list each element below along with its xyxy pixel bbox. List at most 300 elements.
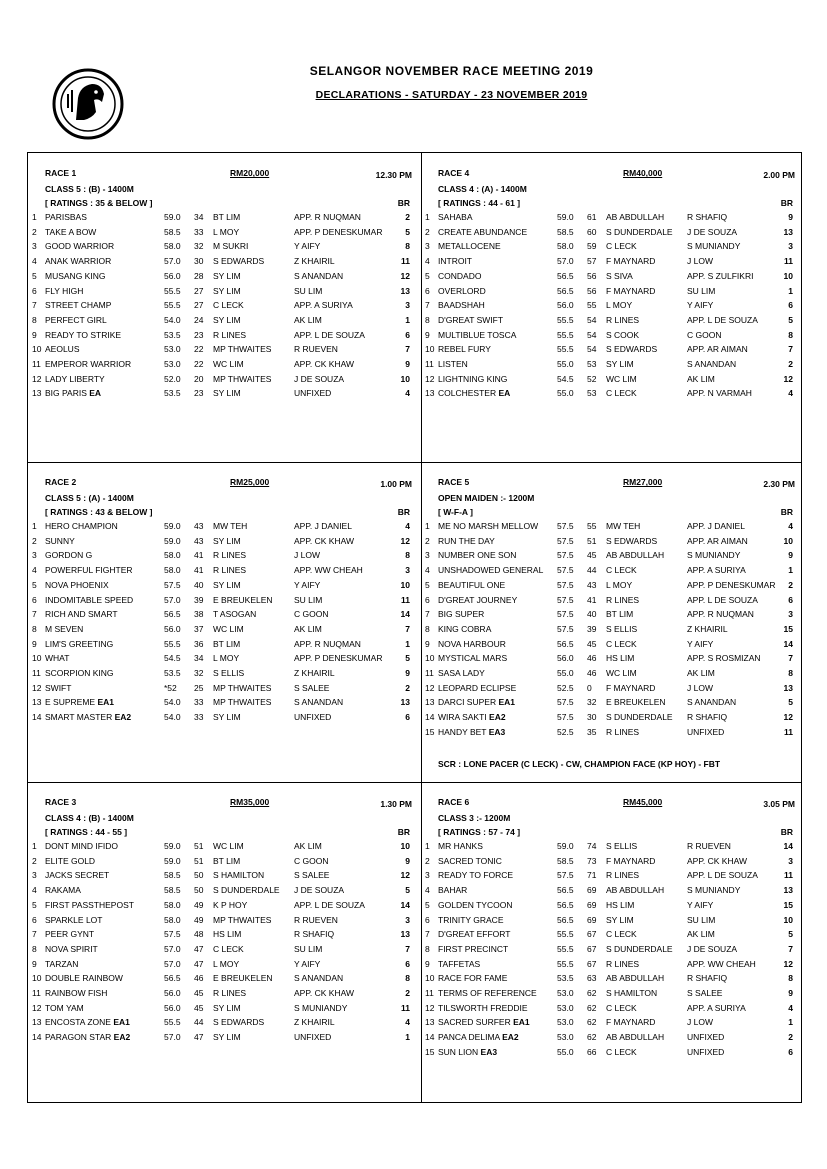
horse-name: RAKAMA bbox=[45, 885, 81, 896]
horse-name: ANAK WARRIOR bbox=[45, 256, 112, 267]
runner-row bbox=[28, 227, 410, 242]
runner-number: 3 bbox=[32, 241, 37, 252]
rating: 47 bbox=[194, 958, 204, 969]
weight: 55.5 bbox=[557, 314, 574, 325]
jockey: R LINES bbox=[606, 958, 640, 969]
barrier: 13 bbox=[400, 697, 410, 708]
runner-row bbox=[28, 359, 410, 374]
runner-row bbox=[421, 624, 793, 639]
barrier: 2 bbox=[405, 212, 410, 222]
race-ratings: [ RATINGS : 44 - 55 ] bbox=[45, 827, 128, 837]
horse-name: TERMS OF REFERENCE bbox=[438, 988, 537, 998]
weight: 57.0 bbox=[164, 594, 181, 605]
trainer: AK LIM bbox=[687, 373, 715, 384]
rating: 36 bbox=[194, 638, 204, 649]
runner-number: 9 bbox=[32, 958, 37, 969]
runner-row bbox=[28, 1017, 410, 1032]
emergency-tag: EA2 bbox=[113, 1032, 131, 1043]
runner-number: 2 bbox=[425, 226, 430, 237]
runner-number: 11 bbox=[32, 359, 41, 369]
trainer: Z KHAIRIL bbox=[294, 256, 335, 267]
trainer: J DE SOUZA bbox=[687, 943, 738, 954]
horse-name: PANCA DELIMA EA2 bbox=[438, 1032, 519, 1043]
runner-row bbox=[421, 1017, 793, 1032]
barrier: 2 bbox=[788, 1032, 793, 1043]
runner-number: 8 bbox=[425, 314, 430, 325]
trainer: C GOON bbox=[294, 609, 329, 620]
trainer: S ANANDAN bbox=[687, 697, 737, 708]
race-class: CLASS 4 : (B) - 1400M bbox=[45, 813, 134, 823]
jockey: S EDWARDS bbox=[213, 256, 265, 267]
runner-row bbox=[421, 856, 793, 871]
runner-number: 11 bbox=[32, 668, 41, 678]
barrier: 1 bbox=[788, 565, 793, 576]
runner-row bbox=[421, 212, 793, 227]
barrier: 15 bbox=[783, 623, 793, 634]
runner-row bbox=[28, 536, 410, 551]
runner-number: 5 bbox=[425, 579, 430, 590]
weight: 54.0 bbox=[164, 712, 181, 723]
runner-number: 7 bbox=[32, 609, 37, 620]
runner-row bbox=[28, 856, 410, 871]
trainer: APP. L DE SOUZA bbox=[294, 899, 365, 910]
weight: 56.0 bbox=[557, 300, 574, 311]
trainer: Z KHAIRIL bbox=[294, 1017, 335, 1028]
trainer: R SHAFIQ bbox=[687, 212, 728, 222]
jockey: MP THWAITES bbox=[213, 697, 272, 708]
runner-row bbox=[28, 595, 410, 610]
weight: 58.0 bbox=[164, 914, 181, 925]
race-class: CLASS 5 : (A) - 1400M bbox=[45, 493, 134, 503]
rating: 46 bbox=[587, 668, 597, 678]
runner-number: 13 bbox=[32, 1017, 42, 1028]
trainer: UNFIXED bbox=[294, 712, 332, 723]
race-name: RACE 2 bbox=[45, 477, 77, 487]
runner-number: 3 bbox=[425, 550, 430, 561]
jockey: MW TEH bbox=[213, 521, 248, 531]
rating: 62 bbox=[587, 1017, 597, 1028]
race-block bbox=[421, 797, 801, 1097]
jockey: S HAMILTON bbox=[213, 870, 265, 881]
runner-number: 4 bbox=[32, 565, 37, 576]
barrier: 8 bbox=[788, 973, 793, 984]
horse-name: TAKE A BOW bbox=[45, 226, 97, 237]
rating: 33 bbox=[194, 712, 204, 723]
runner-number: 9 bbox=[32, 638, 37, 649]
rating: 51 bbox=[587, 535, 597, 546]
barrier: 3 bbox=[788, 855, 793, 866]
barrier: 7 bbox=[405, 344, 410, 355]
trainer: UNFIXED bbox=[294, 1032, 332, 1043]
weight: 53.0 bbox=[557, 1017, 574, 1028]
runner-number: 7 bbox=[425, 929, 430, 940]
rating: 47 bbox=[194, 943, 204, 954]
barrier: 13 bbox=[783, 226, 793, 237]
jockey: S ELLIS bbox=[606, 623, 638, 634]
runner-row bbox=[421, 374, 793, 389]
trainer: C GOON bbox=[687, 329, 722, 340]
rating: 51 bbox=[194, 841, 204, 851]
runner-row bbox=[421, 900, 793, 915]
horse-name: PERFECT GIRL bbox=[45, 314, 107, 325]
horse-name: GOLDEN TYCOON bbox=[438, 899, 513, 910]
weight: 53.0 bbox=[557, 1032, 574, 1043]
emergency-tag: EA1 bbox=[513, 1017, 530, 1028]
barrier: 12 bbox=[400, 270, 410, 281]
trainer: S SALEE bbox=[294, 682, 330, 693]
runner-number: 10 bbox=[32, 653, 42, 664]
runner-row bbox=[28, 388, 410, 403]
barrier: 7 bbox=[405, 623, 410, 634]
weight: 57.5 bbox=[557, 609, 574, 620]
rating: 49 bbox=[194, 899, 204, 910]
race-name: RACE 3 bbox=[45, 797, 77, 807]
horse-name: SAHABA bbox=[438, 212, 473, 222]
rating: 33 bbox=[194, 697, 204, 708]
weight: 55.5 bbox=[164, 638, 181, 649]
weight: 57.5 bbox=[557, 535, 574, 546]
rating: 61 bbox=[587, 212, 597, 222]
runner-row bbox=[421, 550, 793, 565]
trainer: APP. CK KHAW bbox=[294, 535, 354, 546]
barrier: 4 bbox=[405, 388, 410, 399]
barrier: 10 bbox=[783, 535, 793, 546]
weight: 55.5 bbox=[557, 329, 574, 340]
jockey: K P HOY bbox=[213, 899, 248, 910]
runner-row bbox=[421, 885, 793, 900]
runner-number: 2 bbox=[32, 855, 37, 866]
runner-number: 13 bbox=[425, 697, 435, 708]
runner-row bbox=[28, 929, 410, 944]
runner-row bbox=[421, 315, 793, 330]
emergency-tag: EA bbox=[89, 388, 102, 399]
barrier: 4 bbox=[788, 1002, 793, 1013]
trainer: J DE SOUZA bbox=[687, 226, 738, 237]
barrier: 11 bbox=[784, 726, 793, 737]
weight: 56.5 bbox=[557, 638, 574, 649]
jockey: L MOY bbox=[606, 579, 633, 590]
horse-name: BIG SUPER bbox=[438, 609, 485, 620]
jockey: AB ABDULLAH bbox=[606, 885, 665, 896]
weight: *52 bbox=[164, 682, 177, 693]
jockey: L MOY bbox=[606, 300, 633, 311]
page-title: SELANGOR NOVEMBER RACE MEETING 2019 bbox=[309, 64, 594, 78]
rating: 57 bbox=[587, 256, 597, 267]
horse-name: PARISBAS bbox=[45, 212, 87, 222]
horse-name: SMART MASTER EA2 bbox=[45, 712, 132, 723]
runner-number: 14 bbox=[425, 712, 435, 723]
rating: 43 bbox=[194, 521, 204, 531]
trainer: APP. L DE SOUZA bbox=[294, 329, 365, 340]
rating: 43 bbox=[587, 579, 597, 590]
trainer: UNFIXED bbox=[687, 1032, 725, 1043]
runner-row bbox=[28, 212, 410, 227]
race-header bbox=[421, 797, 801, 811]
barrier: 6 bbox=[405, 712, 410, 723]
horse-name: OVERLORD bbox=[438, 285, 486, 296]
rating: 44 bbox=[194, 1017, 204, 1028]
horse-name: CONDADO bbox=[438, 270, 482, 281]
trainer: AK LIM bbox=[294, 623, 322, 634]
horse-name: MYSTICAL MARS bbox=[438, 653, 508, 664]
horse-name: WIRA SAKTI EA2 bbox=[438, 712, 506, 723]
horse-name: DARCI SUPER EA1 bbox=[438, 697, 516, 708]
horse-name: RAINBOW FISH bbox=[45, 988, 108, 998]
runner-row bbox=[28, 580, 410, 595]
weight: 57.0 bbox=[557, 256, 574, 267]
barrier: 3 bbox=[788, 241, 793, 252]
horse-name: D'GREAT JOURNEY bbox=[438, 594, 518, 605]
barrier-header: BR bbox=[780, 198, 793, 208]
rating: 50 bbox=[194, 870, 204, 881]
runner-row bbox=[421, 929, 793, 944]
weight: 55.5 bbox=[164, 285, 181, 296]
emergency-tag: EA2 bbox=[502, 1032, 519, 1043]
barrier: 6 bbox=[788, 1046, 793, 1057]
rating: 69 bbox=[587, 914, 597, 925]
runner-row bbox=[28, 944, 410, 959]
rating: 55 bbox=[587, 300, 597, 311]
weight: 56.5 bbox=[557, 285, 574, 296]
rating: 39 bbox=[587, 623, 597, 634]
runner-number: 3 bbox=[32, 550, 37, 561]
jockey: C LECK bbox=[213, 943, 244, 954]
weight: 57.0 bbox=[164, 943, 181, 954]
weight: 56.0 bbox=[164, 988, 181, 998]
rating: 45 bbox=[587, 638, 597, 649]
rating: 56 bbox=[587, 285, 597, 296]
runner-number: 4 bbox=[32, 256, 37, 267]
runner-number: 10 bbox=[425, 344, 435, 355]
rating: 56 bbox=[587, 270, 597, 281]
trainer: R SHAFIQ bbox=[687, 973, 728, 984]
trainer: Z KHAIRIL bbox=[687, 623, 728, 634]
horse-name: ELITE GOLD bbox=[45, 855, 96, 866]
jockey: C LECK bbox=[606, 929, 637, 940]
weight: 57.5 bbox=[557, 550, 574, 561]
horse-name: SUNNY bbox=[45, 535, 75, 546]
rating: 67 bbox=[587, 958, 597, 969]
runner-number: 9 bbox=[425, 958, 430, 969]
jockey: MP THWAITES bbox=[213, 914, 272, 925]
jockey: AB ABDULLAH bbox=[606, 973, 665, 984]
scratchings-note: SCR : LONE PACER (C LECK) - CW, CHAMPION FACE (KP HOY) - FBT bbox=[438, 758, 721, 769]
trainer: APP. A SURIYA bbox=[687, 1002, 746, 1013]
trainer: APP. WW CHEAH bbox=[687, 958, 756, 969]
row-divider bbox=[28, 782, 801, 783]
weight: 56.5 bbox=[557, 885, 574, 896]
rating: 32 bbox=[194, 668, 204, 678]
runner-number: 9 bbox=[425, 329, 430, 340]
weight: 58.5 bbox=[557, 226, 574, 237]
runner-row bbox=[28, 271, 410, 286]
barrier: 10 bbox=[783, 270, 793, 281]
rating: 60 bbox=[587, 226, 597, 237]
rating: 51 bbox=[194, 855, 204, 866]
rating: 32 bbox=[194, 241, 204, 252]
jockey: F MAYNARD bbox=[606, 256, 656, 267]
jockey: S DUNDERDALE bbox=[606, 943, 673, 954]
weight: 59.0 bbox=[164, 521, 181, 531]
runner-number: 14 bbox=[32, 712, 42, 723]
barrier: 12 bbox=[400, 870, 410, 881]
horse-name: ENCOSTA ZONE EA1 bbox=[45, 1017, 130, 1028]
runner-row bbox=[421, 536, 793, 551]
runner-row bbox=[28, 609, 410, 624]
jockey: R LINES bbox=[213, 988, 247, 998]
trainer: APP. P DENESKUMAR bbox=[687, 579, 776, 590]
trainer: R RUEVEN bbox=[294, 914, 338, 925]
weight: 57.5 bbox=[164, 579, 181, 590]
trainer: APP. L DE SOUZA bbox=[687, 870, 758, 881]
runner-row bbox=[421, 727, 793, 742]
race-name: RACE 6 bbox=[438, 797, 470, 807]
barrier: 13 bbox=[783, 682, 793, 693]
race-ratings: [ RATINGS : 43 & BELOW ] bbox=[45, 507, 153, 517]
barrier: 11 bbox=[401, 256, 410, 267]
runner-row bbox=[421, 286, 793, 301]
weight: 55.5 bbox=[164, 300, 181, 311]
rating: 74 bbox=[587, 841, 597, 851]
trainer: APP. A SURIYA bbox=[687, 565, 746, 576]
jockey: S HAMILTON bbox=[606, 988, 658, 998]
barrier: 4 bbox=[405, 521, 410, 531]
weight: 57.5 bbox=[557, 623, 574, 634]
weight: 55.5 bbox=[557, 958, 574, 969]
jockey: SY LIM bbox=[213, 1032, 241, 1043]
rating: 54 bbox=[587, 329, 597, 340]
trainer: R RUEVEN bbox=[294, 344, 338, 355]
emergency-tag: EA1 bbox=[113, 1017, 130, 1028]
runner-number: 5 bbox=[32, 899, 37, 910]
runner-number: 13 bbox=[425, 1017, 435, 1028]
barrier: 12 bbox=[783, 958, 793, 969]
weight: 58.5 bbox=[164, 226, 181, 237]
runner-number: 5 bbox=[425, 270, 430, 281]
runner-number: 11 bbox=[425, 359, 434, 369]
runner-row bbox=[28, 374, 410, 389]
barrier: 6 bbox=[788, 300, 793, 311]
runner-row bbox=[28, 344, 410, 359]
jockey: S DUNDERDALE bbox=[213, 885, 280, 896]
rating: 62 bbox=[587, 1002, 597, 1013]
barrier-header: BR bbox=[397, 827, 410, 837]
trainer: AK LIM bbox=[687, 668, 715, 678]
horse-name: SACRED TONIC bbox=[438, 855, 502, 866]
runner-number: 7 bbox=[425, 609, 430, 620]
trainer: S SALEE bbox=[294, 870, 330, 881]
barrier: 14 bbox=[783, 841, 793, 851]
emergency-tag: EA2 bbox=[489, 712, 506, 723]
runner-number: 11 bbox=[425, 668, 434, 678]
trainer: S MUNIANDY bbox=[687, 241, 741, 252]
weight: 57.0 bbox=[164, 1032, 181, 1043]
horse-name: BEAUTIFUL ONE bbox=[438, 579, 506, 590]
runner-row bbox=[28, 639, 410, 654]
weight: 53.0 bbox=[164, 359, 181, 369]
trainer: APP. J DANIEL bbox=[294, 521, 352, 531]
barrier: 3 bbox=[405, 300, 410, 311]
runner-number: 11 bbox=[425, 988, 434, 998]
runner-row bbox=[28, 550, 410, 565]
weight: 55.5 bbox=[557, 943, 574, 954]
barrier: 1 bbox=[788, 1017, 793, 1028]
runner-row bbox=[421, 841, 793, 856]
runner-row bbox=[421, 1047, 793, 1062]
runner-number: 1 bbox=[425, 212, 430, 222]
barrier: 5 bbox=[788, 697, 793, 708]
race-block bbox=[28, 477, 418, 777]
race-block bbox=[421, 477, 801, 777]
jockey: C LECK bbox=[606, 1046, 637, 1057]
horse-name: SUN LION EA3 bbox=[438, 1046, 498, 1057]
rating: 30 bbox=[194, 256, 204, 267]
race-name: RACE 1 bbox=[45, 168, 77, 178]
weight: 56.5 bbox=[164, 609, 181, 620]
rating: 23 bbox=[194, 329, 204, 340]
runner-row bbox=[421, 227, 793, 242]
trainer: APP. R NUQMAN bbox=[294, 212, 361, 222]
runner-row bbox=[28, 1003, 410, 1018]
rating: 43 bbox=[194, 535, 204, 546]
runner-row bbox=[421, 241, 793, 256]
barrier: 12 bbox=[783, 712, 793, 723]
trainer: J LOW bbox=[294, 550, 320, 561]
runner-row bbox=[421, 712, 793, 727]
runner-number: 8 bbox=[425, 623, 430, 634]
weight: 59.0 bbox=[557, 212, 574, 222]
weight: 57.5 bbox=[164, 929, 181, 940]
horse-name: BIG PARIS EA bbox=[45, 388, 102, 399]
runner-row bbox=[28, 915, 410, 930]
barrier: 9 bbox=[405, 855, 410, 866]
runner-number: 8 bbox=[32, 943, 37, 954]
jockey: SY LIM bbox=[213, 388, 241, 399]
horse-name: LADY LIBERTY bbox=[45, 373, 105, 384]
runner-number: 2 bbox=[32, 226, 37, 237]
runner-row bbox=[28, 697, 410, 712]
horse-name: CREATE ABUNDANCE bbox=[438, 226, 528, 237]
trainer: APP. R NUQMAN bbox=[294, 638, 361, 649]
weight: 55.0 bbox=[557, 668, 574, 678]
jockey: S EDWARDS bbox=[606, 344, 658, 355]
race-name: RACE 5 bbox=[438, 477, 470, 487]
runner-number: 4 bbox=[425, 885, 430, 896]
race-ratings: [ RATINGS : 35 & BELOW ] bbox=[45, 198, 153, 208]
rating: 39 bbox=[194, 594, 204, 605]
barrier: 1 bbox=[405, 314, 410, 325]
jockey: WC LIM bbox=[213, 359, 244, 369]
horse-name: TAFFETAS bbox=[438, 958, 481, 969]
runner-row bbox=[421, 300, 793, 315]
weight: 54.5 bbox=[557, 373, 574, 384]
race-header bbox=[421, 477, 801, 491]
weight: 56.5 bbox=[557, 270, 574, 281]
runner-number: 13 bbox=[32, 388, 42, 399]
horse-name: RACE FOR FAME bbox=[438, 973, 508, 984]
trainer: J LOW bbox=[687, 682, 713, 693]
rating: 22 bbox=[194, 344, 204, 355]
trainer: APP. P DENESKUMAR bbox=[294, 653, 383, 664]
trainer: APP. WW CHEAH bbox=[294, 565, 363, 576]
jockey: R LINES bbox=[606, 870, 640, 881]
barrier-header: BR bbox=[780, 507, 793, 517]
runner-number: 3 bbox=[425, 870, 430, 881]
barrier: 9 bbox=[405, 668, 410, 678]
runner-row bbox=[421, 256, 793, 271]
jockey: WC LIM bbox=[213, 623, 244, 634]
barrier: 10 bbox=[400, 373, 410, 384]
